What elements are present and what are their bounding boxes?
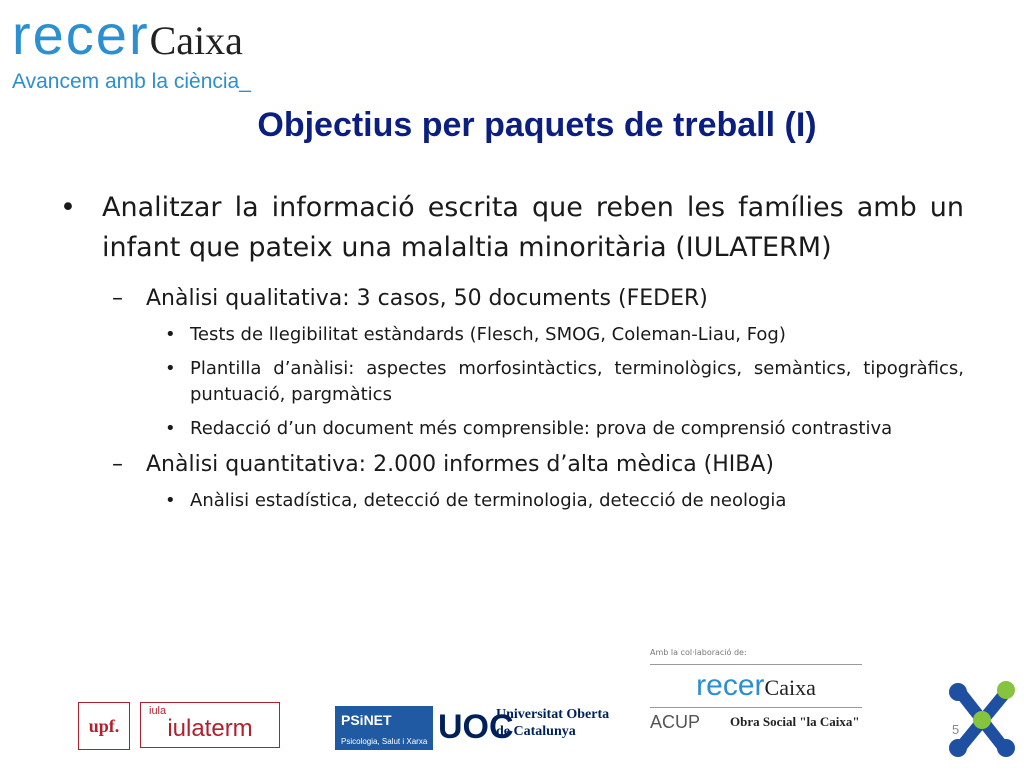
- psinet-logo: [335, 706, 433, 750]
- slide-content: [60, 188, 964, 522]
- bullet-text: Analitzar la informació escrita que reben les famílies amb un infant que pateix una malaltia minoritària (IULATERM): [102, 192, 964, 263]
- iulaterm-text: iulaterm: [167, 715, 253, 742]
- bullet-text: Anàlisi qualitativa: 3 casos, 50 documents (FEDER): [146, 286, 708, 311]
- iulaterm-logo: [140, 702, 280, 748]
- logo-word-recer: recer: [12, 3, 150, 66]
- bullet-level3: [60, 488, 964, 514]
- bullet-level3: [60, 416, 964, 442]
- footer-logos: [0, 690, 1024, 768]
- psinet-text: PSiNET: [341, 712, 392, 728]
- bullet-dot-icon: •: [60, 192, 76, 223]
- bullet-dot-icon: •: [165, 358, 176, 379]
- iula-small-text: iula: [149, 705, 167, 717]
- bullet-text: Plantilla d’anàlisi: aspectes morfosintàctics, terminològics, semàntics, tipogràfics, puntuació, pargmàtics: [190, 358, 964, 405]
- obra-social-logo: Obra Social "la Caixa": [730, 714, 860, 729]
- molecule-x-logo: [942, 680, 1022, 760]
- recercaixa-logo: [12, 3, 342, 98]
- bullet-level2: [60, 284, 964, 314]
- sponsor-logos: [650, 648, 862, 740]
- bullet-dot-icon: •: [165, 324, 176, 345]
- bullet-level2: [60, 450, 964, 480]
- bullet-dot-icon: •: [165, 490, 176, 511]
- bullet-level3: [60, 322, 964, 348]
- slide-number: 5: [952, 722, 960, 737]
- psinet-subtitle: Psicologia, Salut i Xarxa: [341, 737, 428, 746]
- bullet-text: Anàlisi estadística, detecció de terminologia, detecció de neologia: [190, 490, 787, 511]
- dash-icon: –: [112, 452, 123, 477]
- recercaixa-small-logo: [650, 664, 862, 708]
- uoc-name-line2: de Catalunya: [496, 724, 576, 739]
- recer-small-text: recer: [696, 669, 765, 702]
- uoc-logo: [438, 704, 514, 750]
- dash-icon: –: [112, 286, 123, 311]
- bullet-text: Anàlisi quantitativa: 2.000 informes d’alta mèdica (HIBA): [146, 452, 775, 477]
- uoc-name: [496, 706, 616, 740]
- caixa-small-text: Caixa: [764, 675, 816, 700]
- logo-word-caixa: Caixa: [149, 18, 243, 63]
- bullet-text: Tests de llegibilitat estàndards (Flesch, SMOG, Coleman-Liau, Fog): [190, 324, 786, 345]
- logo-tagline: Avancem amb la ciència_: [12, 70, 251, 93]
- bullet-level3: [60, 356, 964, 408]
- collaboration-caption: Amb la col·laboració de:: [650, 648, 747, 657]
- bullet-dot-icon: •: [165, 418, 176, 439]
- upf-logo-text: upf.: [88, 715, 120, 736]
- bullet-text: Redacció d’un document més comprensible: prova de comprensió contrastiva: [190, 418, 893, 439]
- slide-title: Objectius per paquets de treball (I): [257, 106, 817, 144]
- acup-logo: ACUP: [650, 712, 701, 732]
- bullet-level1: [60, 188, 964, 268]
- uoc-name-line1: Universitat Oberta: [496, 707, 610, 722]
- uoc-logo-text: UOC: [438, 707, 514, 746]
- upf-logo: [78, 702, 130, 750]
